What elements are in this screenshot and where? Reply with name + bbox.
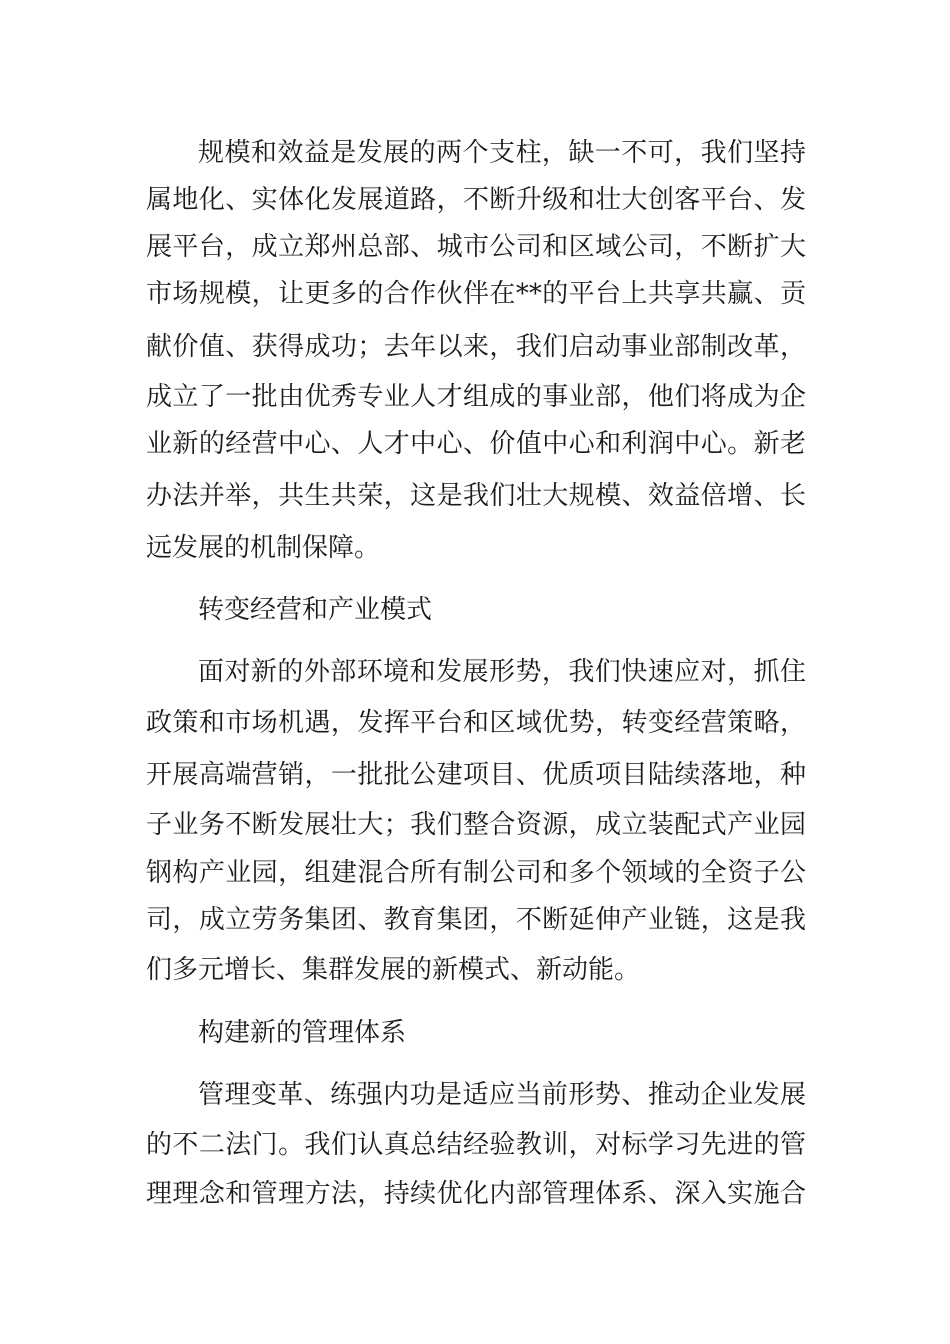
paragraph-2-line-5: 钢构产业园，组建混合所有制公司和多个领域的全资子公 — [146, 858, 806, 888]
paragraph-1-line-5: 献价值、获得成功；去年以来，我们启动事业部制改革， — [146, 332, 806, 362]
paragraph-3-line-1: 管理变革、练强内功是适应当前形势、推动企业发展 — [198, 1080, 806, 1110]
paragraph-1-line-3: 展平台，成立郑州总部、城市公司和区域公司，不断扩大 — [146, 232, 806, 262]
paragraph-3-line-2: 的不二法门。我们认真总结经验教训，对标学习先进的管 — [146, 1130, 806, 1160]
paragraph-1-line-6: 成立了一批由优秀专业人才组成的事业部，他们将成为企 — [146, 382, 806, 412]
paragraph-1-line-7: 业新的经营中心、人才中心、价值中心和利润中心。新老 — [146, 429, 806, 459]
paragraph-1-line-2: 属地化、实体化发展道路，不断升级和壮大创客平台、发 — [146, 185, 806, 215]
paragraph-1-line-9: 远发展的机制保障。 — [146, 533, 381, 563]
paragraph-2-line-3: 开展高端营销，一批批公建项目、优质项目陆续落地，种 — [146, 760, 806, 790]
paragraph-2-line-4: 子业务不断发展壮大；我们整合资源，成立装配式产业园 — [146, 810, 806, 840]
paragraph-1-line-1: 规模和效益是发展的两个支柱，缺一不可，我们坚持 — [198, 138, 806, 168]
paragraph-2-line-2: 政策和市场机遇，发挥平台和区域优势，转变经营策略， — [146, 708, 806, 738]
paragraph-1-line-8: 办法并举，共生共荣，这是我们壮大规模、效益倍增、长 — [146, 481, 806, 511]
section-heading-business-model: 转变经营和产业模式 — [198, 595, 433, 625]
section-heading-management-system: 构建新的管理体系 — [198, 1018, 407, 1048]
paragraph-3-line-3: 理理念和管理方法，持续优化内部管理体系、深入实施合 — [146, 1179, 806, 1209]
paragraph-2-line-1: 面对新的外部环境和发展形势，我们快速应对，抓住 — [198, 657, 806, 687]
paragraph-2-line-7: 们多元增长、集群发展的新模式、新动能。 — [146, 955, 641, 985]
paragraph-1-line-4: 市场规模，让更多的合作伙伴在**的平台上共享共赢、贡 — [146, 279, 806, 309]
paragraph-2-line-6: 司，成立劳务集团、教育集团，不断延伸产业链，这是我 — [146, 905, 806, 935]
